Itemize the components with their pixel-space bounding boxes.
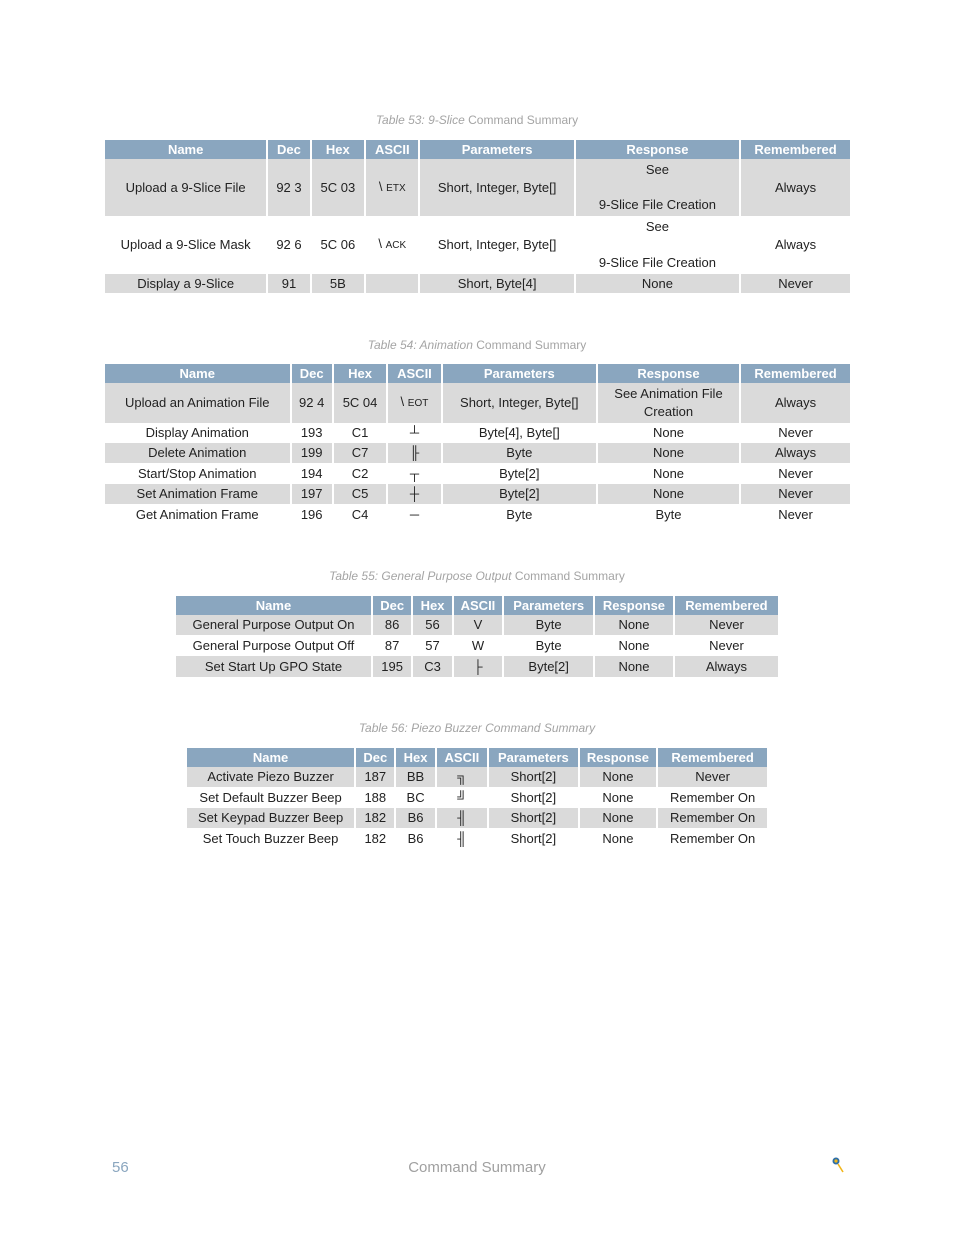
cell-ascii [388, 383, 440, 423]
response-see: See [645, 162, 669, 177]
table-row [187, 808, 767, 828]
cell-response: None [595, 656, 673, 677]
table-row [176, 615, 778, 635]
col-response: Response [598, 364, 739, 383]
cell-response: See Animation File Creation [598, 383, 739, 423]
cell-response: None [595, 615, 673, 635]
cell-name: General Purpose Output On [176, 615, 371, 635]
cell-ascii: ┼ [388, 484, 440, 504]
cell-remembered: Remember On [669, 789, 756, 805]
table-53-caption [0, 113, 954, 127]
table-header-row [176, 596, 778, 615]
cell-parameters: Short[2] [510, 830, 557, 846]
cell-hex: 5B [312, 274, 364, 293]
cell-dec: 92 6 [276, 237, 302, 252]
cell-dec: 92 4 [292, 383, 332, 423]
table-55-caption [0, 569, 954, 583]
cell-name: Set Animation Frame [105, 484, 290, 504]
table-row [105, 463, 850, 484]
col-name: Name [105, 364, 290, 383]
cell-dec: 195 [373, 656, 411, 677]
cell-remembered: Always [741, 159, 850, 216]
col-name: Name [176, 596, 371, 615]
gpo-command-table [174, 596, 780, 677]
cell-remembered: Never [778, 506, 813, 522]
cell-ascii [366, 159, 418, 216]
col-parameters: Parameters [443, 364, 596, 383]
cell-response: None [580, 767, 657, 787]
table-header-row [105, 140, 850, 159]
cell-dec: 188 [364, 789, 387, 805]
table-row [176, 635, 778, 656]
caption-italic: Table 55: General Purpose Output [329, 569, 512, 583]
cell-dec: 86 [373, 615, 411, 635]
ascii-control: ACK [385, 240, 407, 251]
cell-response: None [602, 830, 634, 846]
cell-parameters: Short[2] [510, 789, 557, 805]
ascii-control: ETX [386, 182, 406, 194]
ascii-char: \ [400, 394, 405, 409]
cell-remembered: Always [774, 237, 817, 252]
table-header-row [187, 748, 767, 767]
table-row [176, 656, 778, 677]
cell-name: Set Keypad Buzzer Beep [187, 808, 354, 828]
cell-name: General Purpose Output Off [192, 637, 355, 653]
cell-parameters: Byte[2] [499, 465, 540, 481]
cell-response: None [580, 808, 657, 828]
cell-response: None [652, 465, 685, 481]
cell-ascii: ┬ [409, 465, 420, 481]
col-ascii: ASCII [437, 748, 487, 767]
piezo-buzzer-command-table [185, 748, 769, 849]
cell-name: Get Animation Frame [135, 506, 259, 522]
table-row [105, 484, 850, 504]
cell-ascii: ─ [409, 506, 420, 522]
response-see: See [645, 219, 669, 234]
cell-ascii: ├ [454, 656, 502, 677]
cell-hex: C7 [334, 443, 386, 463]
col-response: Response [595, 596, 673, 615]
cell-dec: 92 3 [268, 159, 309, 216]
cell-remembered: Remember On [669, 830, 756, 846]
cell-ascii: W [471, 637, 485, 653]
table-row [105, 504, 850, 525]
table-54-caption [0, 338, 954, 352]
col-hex: Hex [312, 140, 364, 159]
cell-hex: 5C 04 [334, 383, 386, 423]
table-row [105, 423, 850, 443]
cell-parameters: Short[2] [489, 808, 578, 828]
cell-name: Set Default Buzzer Beep [199, 789, 342, 805]
cell-hex: 5C 06 [320, 237, 356, 252]
col-ascii: ASCII [388, 364, 440, 383]
cell-ascii: ┴ [409, 425, 420, 440]
col-hex: Hex [334, 364, 386, 383]
ascii-control: EOT [407, 398, 429, 409]
cell-remembered: Never [778, 465, 813, 481]
col-hex: Hex [413, 596, 451, 615]
cell-name: Upload a 9-Slice File [105, 159, 266, 216]
table-row [105, 383, 850, 423]
cell-remembered: Always [675, 656, 778, 677]
cell-hex: 57 [425, 637, 440, 653]
cell-parameters: Byte[4], Byte[] [478, 425, 560, 440]
response-link: 9-Slice File Creation [598, 255, 716, 270]
cell-ascii: ╗ [437, 767, 487, 787]
cell-parameters: Short, Integer, Byte[] [420, 159, 573, 216]
col-remembered: Remembered [658, 748, 767, 767]
cell-hex: C2 [351, 465, 369, 481]
col-ascii: ASCII [454, 596, 502, 615]
cell-dec: 91 [268, 274, 309, 293]
cell-parameters: Short, Integer, Byte[] [437, 237, 557, 252]
ascii-char: \ [378, 236, 382, 251]
cell-hex: C1 [351, 425, 369, 440]
cell-parameters: Short[2] [489, 767, 578, 787]
cell-response: None [576, 274, 739, 293]
col-dec: Dec [356, 748, 394, 767]
cell-dec: 199 [292, 443, 332, 463]
cell-ascii: V [454, 615, 502, 635]
cell-dec: 87 [384, 637, 400, 653]
cell-parameters: Byte [535, 637, 562, 653]
table-row [187, 787, 767, 808]
table-row [105, 159, 850, 216]
cell-response: None [602, 789, 634, 805]
caption-rest: Command Summary [472, 338, 587, 352]
cell-response: Byte [655, 506, 682, 522]
col-response: Response [576, 140, 739, 159]
cell-ascii [366, 274, 418, 293]
cell-ascii [366, 216, 418, 274]
cell-name: Activate Piezo Buzzer [187, 767, 354, 787]
cell-parameters: Byte [506, 506, 533, 522]
response-link: 9-Slice File Creation [598, 197, 716, 212]
cell-name: Upload an Animation File [105, 383, 290, 423]
cell-response: None [598, 443, 739, 463]
col-parameters: Parameters [420, 140, 573, 159]
cell-hex: B6 [407, 830, 424, 846]
cell-dec: 182 [356, 808, 394, 828]
col-response: Response [580, 748, 657, 767]
nine-slice-command-table [103, 140, 852, 293]
cell-hex: C4 [351, 506, 369, 522]
cell-name: Set Touch Buzzer Beep [202, 830, 339, 846]
table-row [105, 216, 850, 274]
col-ascii: ASCII [366, 140, 418, 159]
cell-response: None [618, 637, 650, 653]
col-remembered: Remembered [675, 596, 778, 615]
cell-response [576, 159, 739, 216]
cell-dec: 187 [356, 767, 394, 787]
col-name: Name [187, 748, 354, 767]
table-header-row [105, 364, 850, 383]
cell-ascii: ╢ [457, 830, 467, 846]
cell-parameters: Byte [504, 615, 593, 635]
cell-name: Delete Animation [105, 443, 290, 463]
cell-name: Set Start Up GPO State [176, 656, 371, 677]
cell-remembered: Never [675, 615, 778, 635]
col-hex: Hex [396, 748, 434, 767]
cell-hex: C5 [334, 484, 386, 504]
animation-command-table [103, 364, 852, 525]
cell-ascii: ╟ [388, 443, 440, 463]
cell-name: Upload a 9-Slice Mask [120, 237, 251, 252]
cell-dec: 194 [300, 465, 323, 481]
cell-hex: B6 [396, 808, 434, 828]
cell-hex: 5C 03 [312, 159, 364, 216]
caption-rest: Command Summary [464, 113, 579, 127]
cell-name: Display Animation [145, 425, 249, 440]
col-remembered: Remembered [741, 364, 850, 383]
col-remembered: Remembered [741, 140, 850, 159]
matrix-orbital-logo-icon [830, 1156, 846, 1174]
cell-remembered: Never [741, 484, 850, 504]
page-number: 56 [112, 1159, 129, 1176]
caption-italic: Table 54: Animation [367, 338, 473, 352]
cell-dec: 197 [292, 484, 332, 504]
cell-hex: 56 [413, 615, 451, 635]
cell-hex: C3 [413, 656, 451, 677]
col-dec: Dec [373, 596, 411, 615]
cell-dec: 196 [300, 506, 323, 522]
cell-name: Start/Stop Animation [137, 465, 257, 481]
cell-parameters: Short, Integer, Byte[] [443, 383, 596, 423]
caption-italic: Table 53: 9-Slice [375, 113, 465, 127]
col-name: Name [105, 140, 266, 159]
cell-name: Display a 9-Slice [105, 274, 266, 293]
col-parameters: Parameters [504, 596, 593, 615]
cell-remembered: Never [709, 637, 744, 653]
cell-parameters: Byte [443, 443, 596, 463]
cell-ascii: ╝ [457, 789, 467, 805]
table-row [105, 274, 850, 293]
caption-rest: Command Summary [511, 569, 625, 583]
cell-ascii: ╢ [437, 808, 487, 828]
cell-response: None [652, 425, 685, 440]
cell-remembered: Remember On [658, 808, 767, 828]
cell-parameters: Byte[2] [443, 484, 596, 504]
cell-remembered: Always [741, 383, 850, 423]
table-row [187, 767, 767, 787]
col-dec: Dec [292, 364, 332, 383]
footer-title: Command Summary [408, 1159, 546, 1176]
cell-response [576, 216, 739, 274]
cell-dec: 193 [300, 425, 323, 440]
cell-dec: 182 [364, 830, 387, 846]
cell-hex: BC [406, 789, 425, 805]
col-parameters: Parameters [489, 748, 578, 767]
cell-remembered: Never [741, 274, 850, 293]
table-row [105, 443, 850, 463]
cell-remembered: Never [658, 767, 767, 787]
cell-hex: BB [396, 767, 434, 787]
cell-response: None [598, 484, 739, 504]
col-dec: Dec [268, 140, 309, 159]
cell-remembered: Always [741, 443, 850, 463]
table-row [187, 828, 767, 849]
cell-remembered: Never [778, 425, 813, 440]
cell-parameters: Byte[2] [504, 656, 593, 677]
ascii-char: \ [378, 178, 383, 194]
caption-italic: Table 56: Piezo Buzzer Command Summary [358, 721, 596, 735]
table-56-caption [0, 721, 954, 735]
cell-parameters: Short, Byte[4] [420, 274, 573, 293]
